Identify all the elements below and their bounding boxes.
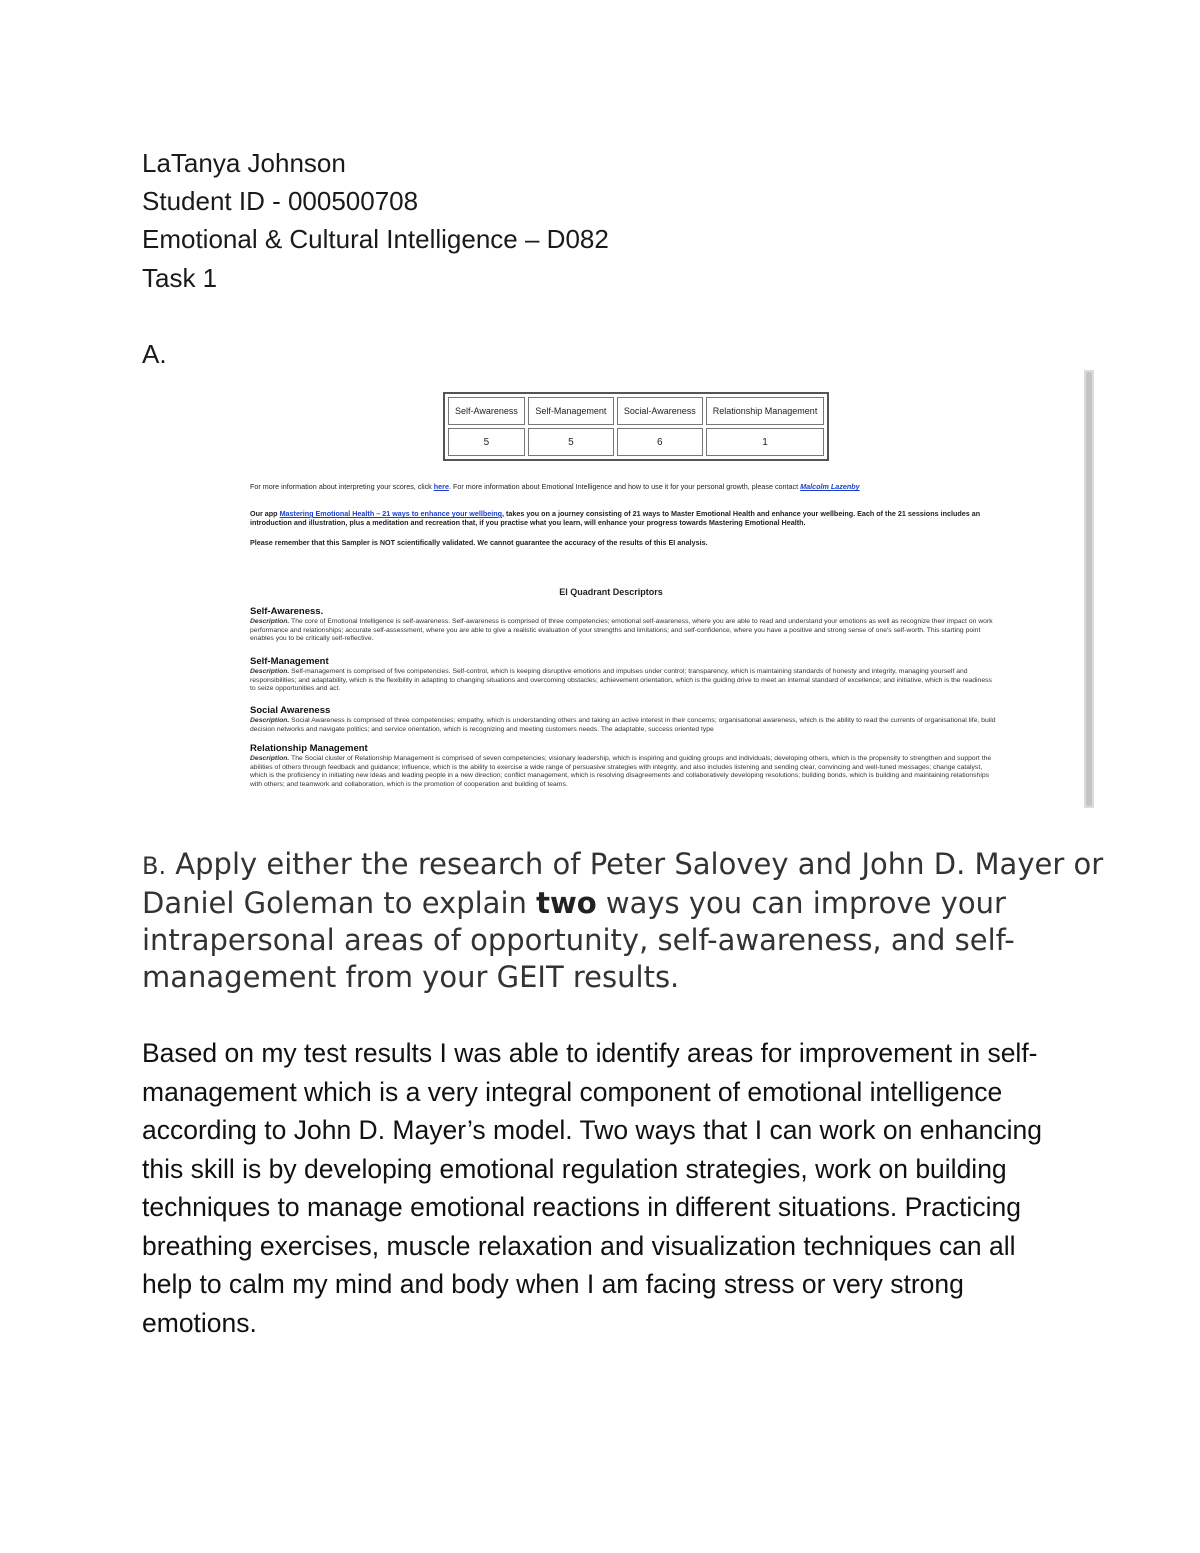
geit-results-screenshot bbox=[238, 370, 1094, 808]
quadrant-description bbox=[250, 618, 998, 644]
contact-link[interactable]: Malcolm Lazenby bbox=[800, 482, 860, 491]
quadrant-heading: Relationship Management bbox=[250, 743, 368, 754]
question-b-label: B. bbox=[142, 852, 167, 880]
info-text: . For more information about Emotional Intelligence and how to use it for your personal growth, please contact bbox=[448, 482, 799, 491]
disclaimer-text: Please remember that this Sampler is NOT scientifically validated. We cannot guarantee the accuracy of the results of this EI analysis. bbox=[250, 538, 708, 547]
question-b bbox=[142, 846, 1142, 996]
description-text: Self-management is comprised of five competencies. Self-control, which is keeping disruptive emotions and impulses under control; transparency, which is maintaining standards of honesty and integrity, managing yourself and responsibilities; and adaptability, which is the flexibility in adapting to changing situations and overcoming obstacles; achievement orientation, which is the guiding drive to meet an internal standard of excellence; and initiative, which is the readiness to seize opportunities and act. bbox=[250, 668, 992, 693]
question-b-text: ways you can improve your intrapersonal areas of opportunity, self-awareness, and self-management from your GEIT results. bbox=[142, 886, 1015, 994]
quadrant-heading: Self-Management bbox=[250, 656, 329, 667]
description-text: The Social cluster of Relationship Management is comprised of seven competencies; visionary leadership, which is inspiring and guiding groups and individuals; developing others, which is the propensity to strengthen and support the abilities of others through feedback and guidance; influence, which is the ability to exercise a wide range of persuasive strategies with integrity, and also includes listening and sending clear, convincing and well-tuned messages; change catalyst, which is the proficiency in initiating new ideas and leading people in a new direction; conflict management, which is resolving disagreements and collaboratively developing resolutions; building bonds, which is building and maintaining relationships with others; and teamwork and collaboration, which is the promotion of cooperation and building of teams. bbox=[250, 755, 992, 788]
section-a-label: A. bbox=[142, 339, 167, 369]
score-header: Social-Awareness bbox=[617, 397, 703, 425]
scores-help-link[interactable]: here bbox=[433, 482, 449, 491]
quadrant-description bbox=[250, 755, 998, 789]
score-table-header-row bbox=[448, 397, 824, 425]
description-label: Description. bbox=[250, 755, 290, 762]
quadrant-descriptors-title: EI Quadrant Descriptors bbox=[559, 587, 663, 597]
quadrant-heading: Social Awareness bbox=[250, 705, 331, 716]
info-paragraph-app bbox=[250, 509, 1010, 527]
question-b-emphasis: two bbox=[536, 886, 597, 920]
score-table bbox=[443, 392, 829, 461]
description-text: The core of Emotional Intelligence is self-awareness. Self-awareness is comprised of three competencies; emotional self-awareness, where you are able to read and understand your emotions as well as recognize their impact on work performance and relationships; accurate self-assessment, where you are able to give a realistic evaluation of your strengths and limitations; and self-confidence, where you have a positive and strong sense of one's self-worth. This starting point enables you to be critically self-reflective. bbox=[250, 618, 993, 643]
quadrant-description bbox=[250, 717, 998, 734]
info-text: , takes you on a journey consisting of 21 ways to Master Emotional Health and enhance your wellbeing. Each of the 21 sessions includes an introduction and illustration, plus a meditation and recreation that, if you practise what you learn, will enhance your progress towards Mastering Emotional Health. bbox=[250, 509, 981, 527]
screenshot-scrollbar bbox=[1084, 370, 1094, 808]
description-label: Description. bbox=[250, 668, 290, 675]
info-paragraph-disclaimer bbox=[250, 538, 1010, 547]
description-label: Description. bbox=[250, 618, 290, 625]
score-value: 1 bbox=[706, 428, 825, 456]
description-label: Description. bbox=[250, 717, 290, 724]
info-text: Our app bbox=[250, 509, 278, 518]
course-title: Emotional & Cultural Intelligence – D082 bbox=[142, 224, 609, 254]
answer-paragraph: Based on my test results I was able to identify areas for improvement in self-management which is a very integral component of emotional intelligence according to John D. Mayer’s model. Two ways that I can work on enhancing this skill is by developing emotional regulation strategies, work on building techniques to manage emotional reactions in different situations. Practicing breathing exercises, muscle relaxation and visualization techniques can all help to calm my mind and body when I am facing stress or very strong emotions. bbox=[142, 1038, 1043, 1338]
info-text: For more information about interpreting your scores, click bbox=[250, 482, 432, 491]
student-id: Student ID - 000500708 bbox=[142, 186, 419, 216]
question-b-text: Apply either the research of Peter Salovey and John D. Mayer or Daniel Goleman to explain bbox=[142, 847, 1104, 920]
description-text: Social Awareness is comprised of three competencies; empathy, which is understanding others and taking an active interest in their concerns; organisational awareness, which is the ability to read the currents of organisational life, build decision networks and navigate politics; and service orientation, which is recognizing and meeting customers needs. The adaptable, success oriented type bbox=[250, 717, 996, 733]
score-header: Self-Awareness bbox=[448, 397, 525, 425]
task-label: Task 1 bbox=[142, 263, 218, 293]
quadrant-description bbox=[250, 668, 998, 694]
score-value: 5 bbox=[528, 428, 614, 456]
quadrant-heading: Self-Awareness. bbox=[250, 606, 324, 617]
score-value: 5 bbox=[448, 428, 525, 456]
info-paragraph-scores bbox=[250, 482, 1010, 491]
app-link[interactable]: Mastering Emotional Health – 21 ways to enhance your wellbeing bbox=[279, 509, 503, 518]
student-name: LaTanya Johnson bbox=[142, 148, 346, 178]
score-header: Relationship Management bbox=[706, 397, 825, 425]
score-table-value-row bbox=[448, 428, 824, 456]
score-header: Self-Management bbox=[528, 397, 614, 425]
score-value: 6 bbox=[617, 428, 703, 456]
